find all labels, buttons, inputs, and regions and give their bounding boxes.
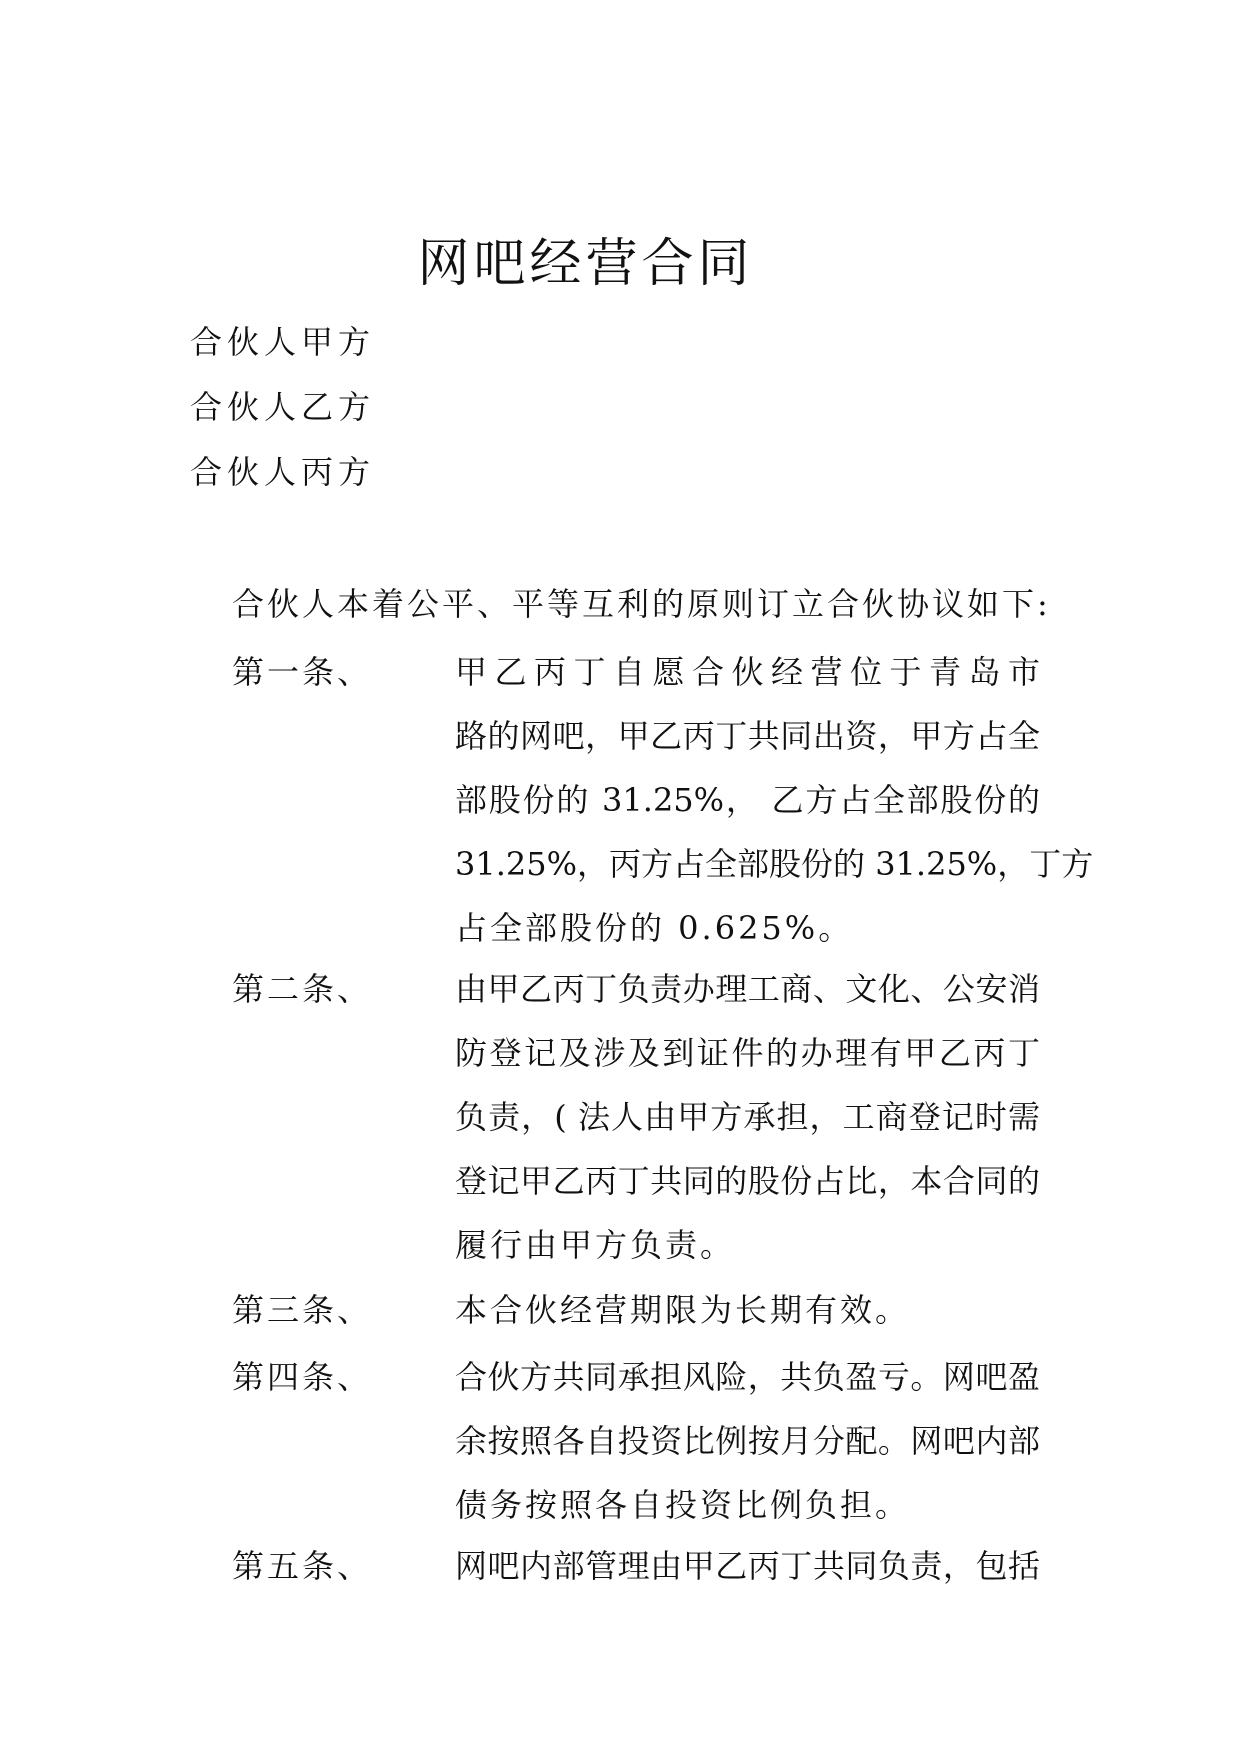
- article-line: 31.25%，丙方占全部股份的 31.25%，丁方: [455, 845, 1094, 883]
- article-line: 占全部股份的 0.625%。: [455, 909, 854, 947]
- article-line: 本合伙经营期限为长期有效。: [455, 1291, 911, 1329]
- article-label: 第二条、: [232, 970, 373, 1008]
- article-line: 防登记及涉及到证件的办理有甲乙丙丁: [455, 1034, 1040, 1072]
- article-line: 部股份的 31.25%， 乙方占全部股份的: [455, 781, 1040, 819]
- article-line: 甲乙丙丁自愿合伙经营位于青岛市: [455, 653, 1040, 691]
- article-line: 债务按照各自投资比例负担。: [455, 1486, 911, 1524]
- document-title: 网吧经营合同: [417, 234, 754, 294]
- article-line: 路的网吧，甲乙丙丁共同出资，甲方占全: [455, 717, 1040, 755]
- intro-paragraph: 合伙人本着公平、平等互利的原则订立合伙协议如下:: [232, 585, 1051, 623]
- party-a: 合伙人甲方: [190, 323, 376, 361]
- article-line: 登记甲乙丙丁共同的股份占比，本合同的: [455, 1162, 1040, 1200]
- article-label: 第四条、: [232, 1358, 373, 1396]
- article-line: 履行由甲方负责。: [455, 1226, 736, 1264]
- article-line: 由甲乙丙丁负责办理工商、文化、公安消: [455, 970, 1040, 1008]
- article-line: 合伙方共同承担风险，共负盈亏。网吧盈: [455, 1358, 1040, 1396]
- party-c: 合伙人丙方: [190, 453, 376, 491]
- article-line: 网吧内部管理由甲乙丙丁共同负责，包括: [455, 1547, 1040, 1585]
- article-label: 第一条、: [232, 653, 373, 691]
- party-b: 合伙人乙方: [190, 388, 376, 426]
- article-line: 余按照各自投资比例按月分配。网吧内部: [455, 1422, 1040, 1460]
- article-label: 第五条、: [232, 1547, 373, 1585]
- article-line: 负责，( 法人由甲方承担，工商登记时需: [455, 1098, 1040, 1136]
- article-label: 第三条、: [232, 1291, 373, 1329]
